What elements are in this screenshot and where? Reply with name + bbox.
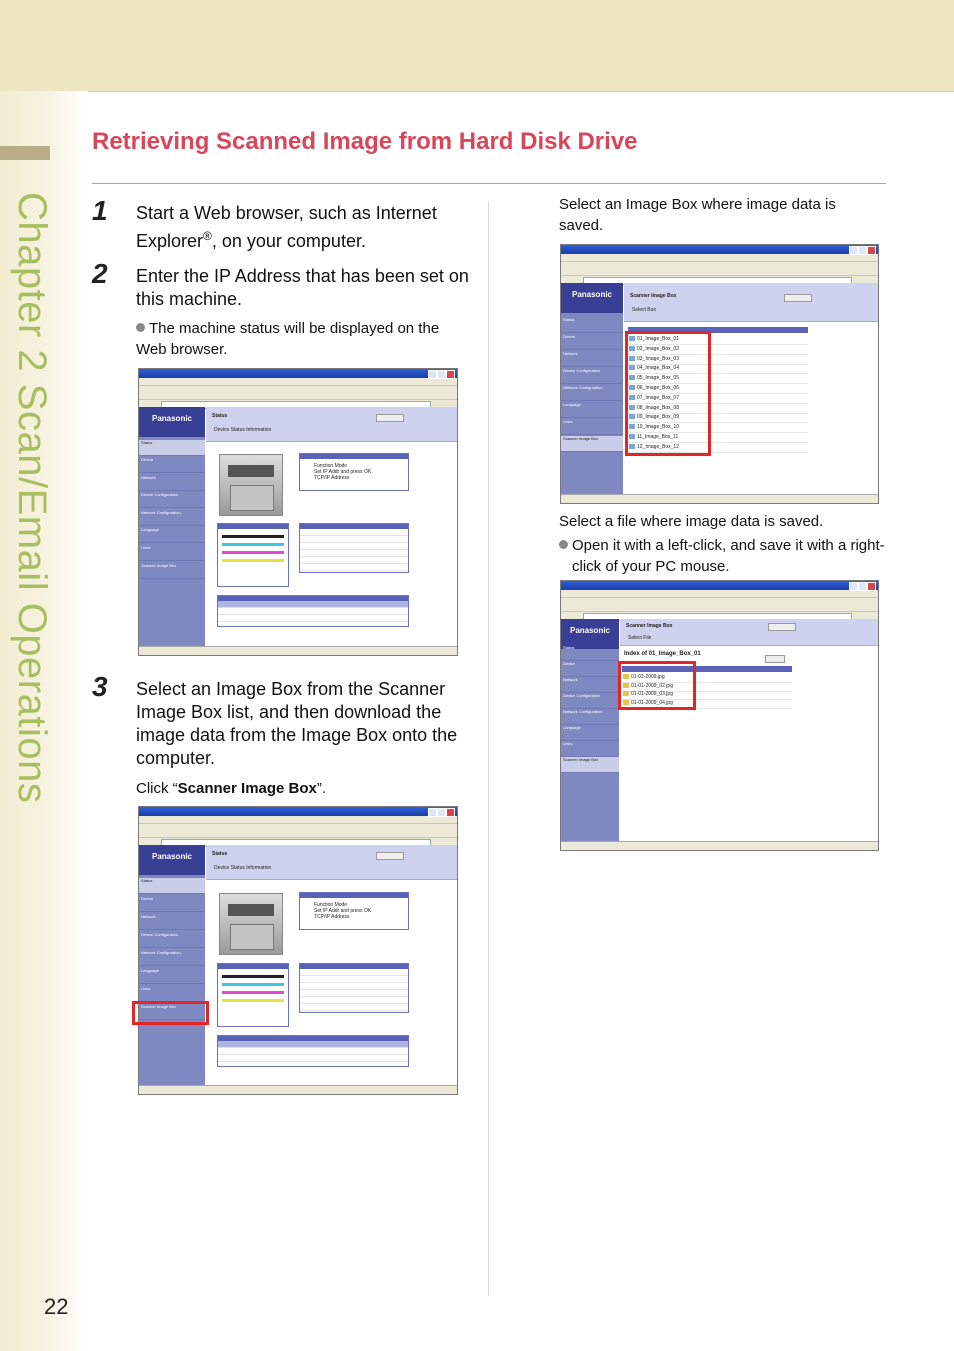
- nav-network[interactable]: Network: [561, 351, 623, 367]
- list-item[interactable]: 11_Image_Box_11: [628, 433, 808, 443]
- nav-language[interactable]: Language: [139, 527, 205, 543]
- list-item[interactable]: 09_Image_Box_09: [628, 413, 808, 423]
- list-item[interactable]: 05_Image_Box_05: [628, 374, 808, 384]
- screenshot-status-highlight: Panasonic Status Device Network Device Configuration Network Configuration Language Links Scanner Image Box Status Device Status Information Function Mode Set IP Addr and press OK TCP/IP Address: [138, 806, 458, 1095]
- highlight-image-box-list: [625, 331, 711, 456]
- reload-button[interactable]: [784, 294, 812, 302]
- list-item[interactable]: 01_Image_Box_01: [628, 335, 808, 345]
- step-3-text: Select an Image Box from the Scanner Image Box list, and then download the image data from the Image Box onto the computer.: [136, 679, 458, 768]
- reload-button[interactable]: [768, 623, 796, 631]
- page-number: 22: [44, 1294, 69, 1319]
- panasonic-logo: Panasonic: [561, 619, 619, 649]
- nav-links[interactable]: Links: [561, 741, 619, 757]
- nav-links[interactable]: Links: [139, 545, 205, 561]
- nav-links[interactable]: Links: [561, 419, 623, 435]
- nav-device-configuration[interactable]: Device Configuration: [561, 368, 623, 384]
- step-1-number: 1: [92, 195, 108, 226]
- file-row[interactable]: 01-01-2009.jpg: [622, 673, 792, 683]
- reload-button[interactable]: [376, 852, 404, 860]
- step-3-instruction: Click “Scanner Image Box”.: [136, 780, 327, 797]
- nav-language[interactable]: Language: [139, 968, 205, 984]
- column-divider: [488, 202, 489, 1296]
- nav-network[interactable]: Network: [561, 677, 619, 693]
- panasonic-logo: Panasonic: [139, 407, 205, 437]
- highlight-file-list: [618, 661, 696, 710]
- paper-information: [299, 523, 409, 573]
- list-item[interactable]: 04_Image_Box_04: [628, 364, 808, 374]
- nav-network[interactable]: Network: [139, 914, 205, 930]
- top-band: [0, 0, 954, 92]
- nav-status[interactable]: Status: [139, 440, 205, 456]
- back-button[interactable]: [765, 655, 785, 663]
- nav-language[interactable]: Language: [561, 725, 619, 741]
- nav-device-configuration[interactable]: Device Configuration: [139, 932, 205, 948]
- list-item[interactable]: 07_Image_Box_07: [628, 394, 808, 404]
- screenshot-status-page: [138, 368, 458, 656]
- nav-network-configuration[interactable]: Network Configuration: [139, 950, 205, 966]
- panel-block: Function Mode Set IP Addr and press OK TCP/IP Address: [299, 453, 409, 491]
- title-divider: [92, 183, 886, 184]
- index-title: Index of 01_Image_Box_01: [624, 651, 701, 657]
- nav-status[interactable]: Status: [561, 317, 623, 333]
- nav-network-configuration[interactable]: Network Configuration: [561, 709, 619, 725]
- step-1-text: Start a Web browser, such as Internet Explorer®, on your computer.: [136, 203, 437, 251]
- file-row[interactable]: 01-01-2009_04.jpg: [622, 699, 792, 709]
- nav-scanner-image-box[interactable]: Scanner Image Box: [561, 436, 623, 452]
- section-title: Retrieving Scanned Image from Hard Disk Drive: [92, 128, 638, 155]
- select-file-text: Select a file where image data is saved.: [559, 513, 824, 530]
- file-row[interactable]: 01-01-2009_03.jpg: [622, 690, 792, 700]
- list-item[interactable]: 10_Image_Box_10: [628, 423, 808, 433]
- nav-device[interactable]: Device: [561, 334, 623, 350]
- toner-information: [217, 523, 289, 587]
- output-queue: [217, 595, 409, 627]
- browser-titlebar: [139, 369, 457, 378]
- status-subtitle: Device Status Information: [214, 427, 272, 433]
- screenshot-file-list: Panasonic Status Device Network Device Configuration Network Configuration Language Links Scanner Image Box Scanner Image Box Select File Index of 01_Image_Box_01 01-01-2009.jpg 01-01-2009_02.jpg 01-01-2009_03.jpg 01-01-2009_04.jpg: [560, 580, 879, 851]
- step-2-text: Enter the IP Address that has been set on this machine.: [136, 266, 469, 309]
- chapter-tab-marker: [0, 146, 50, 160]
- step-2-number: 2: [92, 258, 108, 289]
- list-item[interactable]: 08_Image_Box_08: [628, 404, 808, 414]
- nav-network-configuration[interactable]: Network Configuration: [561, 385, 623, 401]
- bullet-icon: [136, 323, 145, 332]
- nav-scanner-image-box[interactable]: Scanner Image Box: [561, 757, 619, 773]
- nav-status[interactable]: Status: [561, 645, 619, 661]
- nav-scanner-image-box[interactable]: Scanner Image Box: [139, 1004, 205, 1020]
- list-item[interactable]: 03_Image_Box_03: [628, 355, 808, 365]
- panasonic-logo: Panasonic: [561, 283, 623, 313]
- nav-scanner-image-box[interactable]: Scanner Image Box: [139, 563, 205, 579]
- list-item[interactable]: 06_Image_Box_06: [628, 384, 808, 394]
- chapter-label: Chapter 2 Scan/Email Operations: [10, 192, 54, 804]
- nav-device-configuration[interactable]: Device Configuration: [139, 492, 205, 508]
- nav-status[interactable]: Status: [139, 878, 205, 894]
- list-item[interactable]: 12_Image_Box_12: [628, 443, 808, 453]
- screenshot-image-box-list: Panasonic Status Device Network Device Configuration Network Configuration Language Links Scanner Image Box Scanner Image Box Select Box 01_Image_Box_01 02_Image_Box_02 03_Image_Box_03 04_Image_Box_04 05_Image_Box_05 06_Image_Box_06 07_Image_Box_07 08_Image_Box_08 09_Image_Box_09 10_Image_Box_10 11_Image_Box_11 12_Image_Box_12: [560, 244, 879, 504]
- nav-language[interactable]: Language: [561, 402, 623, 418]
- nav-links[interactable]: Links: [139, 986, 205, 1002]
- printer-image: [219, 893, 283, 955]
- status-title: Status: [212, 413, 228, 419]
- nav-device[interactable]: Device: [139, 457, 205, 473]
- list-item[interactable]: 02_Image_Box_02: [628, 345, 808, 355]
- bullet-icon: [559, 540, 568, 549]
- step-2-note: The machine status will be displayed on the Web browser.: [136, 320, 440, 358]
- nav-network[interactable]: Network: [139, 475, 205, 491]
- nav-device[interactable]: Device: [139, 896, 205, 912]
- panasonic-logo: Panasonic: [139, 845, 205, 875]
- step-3-number: 3: [92, 671, 108, 702]
- file-row[interactable]: 01-01-2009_02.jpg: [622, 682, 792, 692]
- nav-device[interactable]: Device: [561, 661, 619, 677]
- highlight-scanner-image-box: [132, 1001, 209, 1025]
- reload-button[interactable]: [376, 414, 404, 422]
- printer-image: [219, 454, 283, 516]
- open-file-note: Open it with a left-click, and save it with a right-click of your PC mouse.: [559, 535, 892, 577]
- nav-device-configuration[interactable]: Device Configuration: [561, 693, 619, 709]
- nav-network-configuration[interactable]: Network Configuration: [139, 510, 205, 526]
- select-image-box-text: Select an Image Box where image data is saved.: [559, 196, 836, 234]
